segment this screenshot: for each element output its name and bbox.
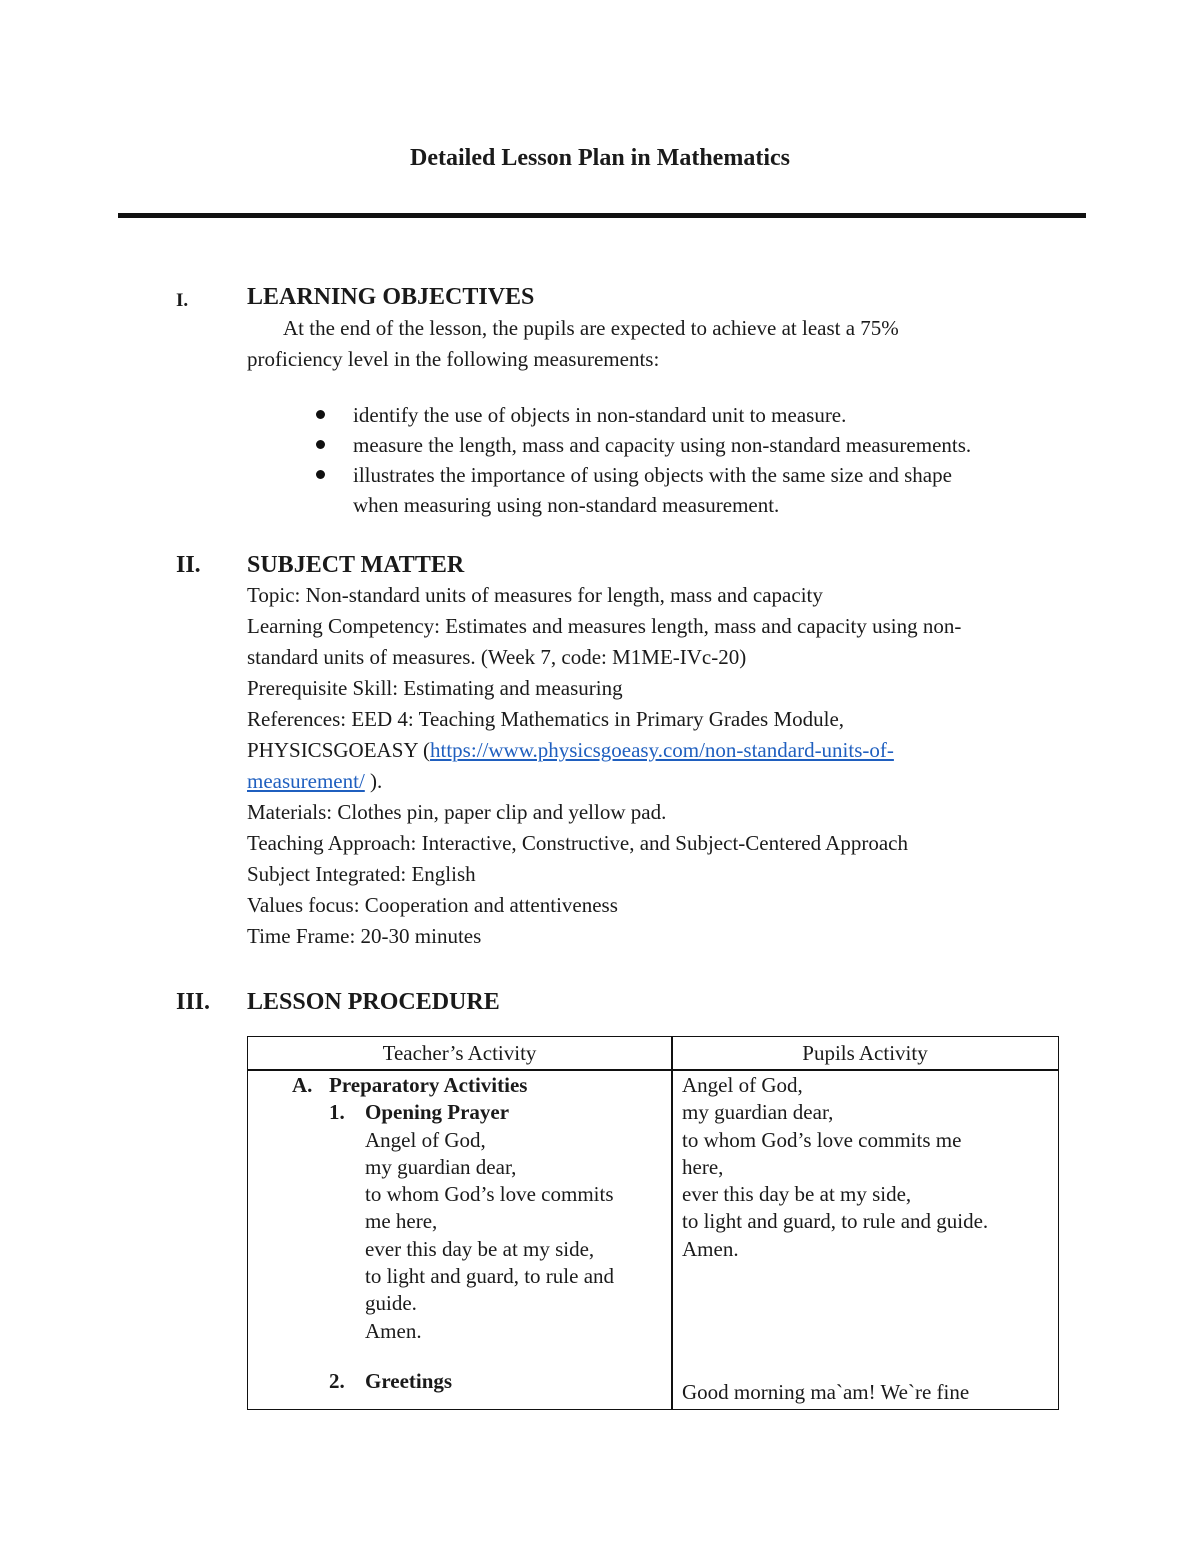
bullet-icon [316, 410, 325, 419]
step-2-title: Greetings [365, 1368, 453, 1393]
objectives-intro-line-1: At the end of the lesson, the pupils are expected to achieve at least a 75% [283, 316, 899, 340]
subject-integrated-line: Subject Integrated: English [247, 862, 476, 886]
pupil-prayer-line: to light and guard, to rule and guide. [682, 1209, 989, 1234]
pupils-activity-cell [682, 1072, 988, 1263]
pupil-prayer-line: to whom God’s love commits me [682, 1127, 962, 1152]
step-2-row [292, 1368, 614, 1395]
teacher-activity-cell [292, 1072, 614, 1395]
lesson-procedure-table [247, 1036, 1059, 1410]
teacher-prayer [292, 1127, 614, 1345]
pupil-prayer-line: ever this day be at my side, [682, 1182, 912, 1207]
competency-line-1: Learning Competency: Estimates and measures length, mass and capacity using non- [247, 614, 962, 638]
prayer-line: to whom God’s love commits [365, 1182, 614, 1207]
pupil-greeting: Good morning ma`am! We`re fine [682, 1380, 970, 1404]
references-suffix: ). [364, 769, 383, 793]
section-number-2: II. [176, 552, 201, 578]
list-item-text: measure the length, mass and capacity using non-standard measurements. [353, 433, 972, 457]
step-a-label: A. [292, 1073, 313, 1097]
objectives-intro-line-2: proficiency level in the following measurements: [247, 347, 660, 371]
section-heading-subject-matter: SUBJECT MATTER [247, 552, 465, 578]
pupil-prayer-line: Amen. [682, 1236, 739, 1261]
objectives-list [310, 400, 1070, 520]
competency-line-2: standard units of measures. (Week 7, code: M1ME-IVc-20) [247, 645, 747, 669]
prayer-line: ever this day be at my side, [365, 1236, 595, 1261]
list-item [310, 430, 1070, 460]
step-1-row [292, 1099, 614, 1126]
table-header-teacher: Teacher’s Activity [382, 1041, 537, 1065]
step-1-label: 1. [329, 1100, 345, 1125]
section-number-1: I. [176, 290, 189, 311]
step-a-row [292, 1072, 614, 1099]
section-heading-lesson-procedure: LESSON PROCEDURE [247, 989, 500, 1015]
prayer-line: me here, [365, 1209, 438, 1234]
objectives-intro [247, 313, 1077, 375]
document-title: Detailed Lesson Plan in Mathematics [410, 145, 790, 171]
pupil-prayer-line: here, [682, 1154, 724, 1179]
title-divider [118, 213, 1086, 218]
references-prefix: PHYSICSGOEASY ( [247, 738, 431, 762]
section-number-3: III. [176, 989, 211, 1015]
list-item-text: identify the use of objects in non-standard unit to measure. [353, 403, 847, 427]
list-item-text: when measuring using non-standard measurement. [353, 493, 780, 517]
prayer-line: Angel of God, [365, 1127, 486, 1152]
reference-link[interactable]: https://www.physicsgoeasy.com/non-standard-units-of- [430, 738, 894, 762]
step-2-label: 2. [329, 1368, 345, 1393]
reference-link-continued[interactable]: measurement/ [247, 769, 365, 793]
prayer-line: Amen. [365, 1318, 422, 1343]
step-a-title: Preparatory Activities [329, 1073, 528, 1097]
materials-line: Materials: Clothes pin, paper clip and yellow pad. [247, 800, 667, 824]
step-1-title: Opening Prayer [365, 1100, 510, 1125]
list-item-text: illustrates the importance of using objects with the same size and shape [353, 463, 952, 487]
subject-matter-details [247, 580, 1077, 952]
prayer-line: to light and guard, to rule and [365, 1264, 615, 1289]
table-header-pupils: Pupils Activity [802, 1041, 928, 1065]
list-item [310, 400, 1070, 430]
teaching-approach-line: Teaching Approach: Interactive, Constructive, and Subject-Centered Approach [247, 831, 908, 855]
bullet-icon [316, 440, 325, 449]
references-line-2 [247, 735, 1077, 766]
table-column-divider [671, 1037, 673, 1409]
list-item [310, 460, 1070, 490]
values-focus-line: Values focus: Cooperation and attentiveness [247, 893, 618, 917]
references-line-1: References: EED 4: Teaching Mathematics in Primary Grades Module, [247, 707, 845, 731]
references-line-3 [247, 766, 1077, 797]
pupil-prayer-line: my guardian dear, [682, 1100, 834, 1125]
pupil-prayer-line: Angel of God, [682, 1073, 803, 1097]
topic-line: Topic: Non-standard units of measures for length, mass and capacity [247, 583, 823, 607]
prayer-line: my guardian dear, [365, 1154, 517, 1179]
prayer-line: guide. [365, 1291, 417, 1316]
bullet-icon [316, 470, 325, 479]
time-frame-line: Time Frame: 20-30 minutes [247, 924, 482, 948]
section-heading-learning-objectives: LEARNING OBJECTIVES [247, 284, 535, 310]
prerequisite-line: Prerequisite Skill: Estimating and measuring [247, 676, 623, 700]
list-item-continuation [310, 490, 1070, 520]
table-header-divider [248, 1069, 1058, 1071]
